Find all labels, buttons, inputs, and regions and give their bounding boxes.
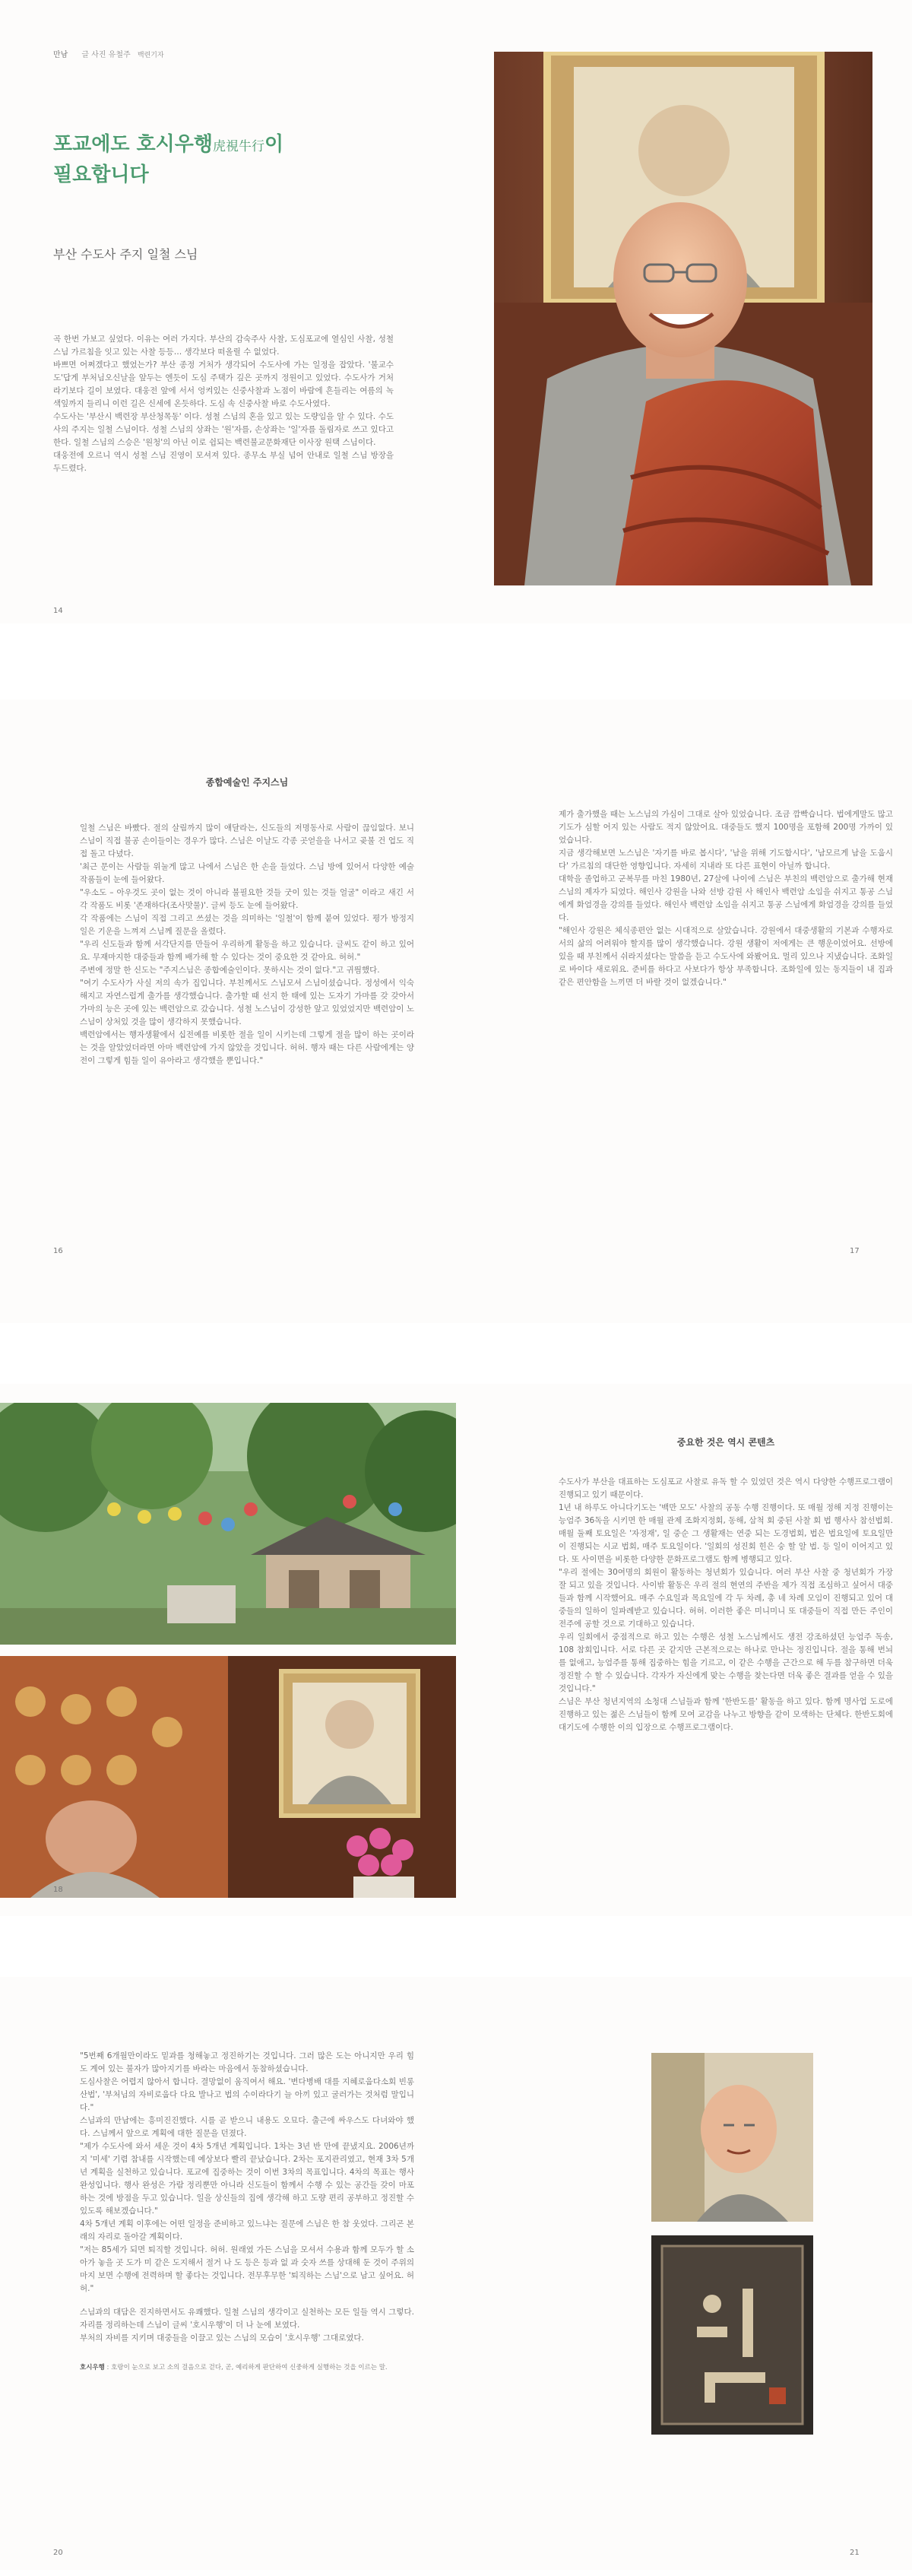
right-page-column (559, 1436, 893, 1734)
page-number: 16 (53, 1247, 63, 1255)
paragraph: 바쁘면 어쩌겠다고 했었는가? 부산 종정 거처가 생각되어 수도사에 가는 일정을 잡았다. '불교수도'답게 부처님오신날을 앞두는 엔듯이 도심 주택가 깊은 곳까지 정원이고 있었다. 수도사가 거처라기보다 길이 보였다. 대웅전 앞에 서서 엉켜있는 신중사찰과 노점이 바람에 흔들리는 여름의 녹색잎까지 들리니 이런 길은 신세에 온듯하다. 도심 속 신중사찰 바로 수도사였다. (53, 360, 394, 408)
paragraph: 각 작품에는 스님이 직접 그리고 쓰셨는 것을 의미하는 '일철'이 함께 붙여 있었다. 평가 방정지 일은 기운을 느껴져 스님께 질문을 올렸다. (80, 914, 414, 936)
article-headline: 포교에도 호시우행虎視牛行이 필요합니다 (53, 133, 284, 186)
paragraph: 수도사가 부산을 대표하는 도심포교 사찰로 유독 할 수 있었던 것은 역시 다양한 수행프로그램이 진행되고 있기 때문이다. (559, 1477, 893, 1499)
page-number: 20 (53, 2549, 63, 2557)
footnote-text: 호랑이 눈으로 보고 소의 걸음으로 걷다, 곧, 예리하게 판단하여 신중하게 실행하는 것을 이르는 말. (111, 2364, 388, 2371)
dharma-hall-interior-photo (0, 1656, 456, 1898)
spread-pages-16-17 (0, 700, 912, 1323)
portrait-photo-monk (494, 52, 872, 585)
paragraph: 스님과의 만남에는 흥미진진했다. 시를 곧 받으니 내용도 오묘다. 출근에 싸우스도 다녀와야 했다. 스님께서 앞으로 계획에 대한 질문을 던졌다. (80, 2116, 414, 2138)
paragraph: 대웅전에 오르니 역시 성철 스님 진영이 모셔져 있다. 종무소 부실 넘어 안내로 일철 스님 방장을 두드렸다. (53, 451, 394, 473)
paragraph: 대학을 졸업하고 군복무를 마친 1980년, 27살에 나이에 스님은 부친의 백련암으로 출가해 현재 스님의 제자가 되었다. 해인사 강원을 나와 선방 감원 사 해인사 백련암 소임을 쉬지고 통공 스님에게 화엄경을 강의를 들었다. 해인사 백련암 소임을 쉬지고 통공 스님에게 화엄경을 강의를 들었다. (559, 874, 893, 922)
body-text (559, 808, 893, 989)
paragraph: 스님은 부산 청년지역의 소청대 스님들과 함께 '한반도를' 활동을 하고 있다. 함께 명사업 도로에 진행하고 있는 젊은 스님들이 함께 모여 교감을 나누고 방향을 같이 모색하는 단체다. 한반도회에 대기도에 수행한 이의 입장으로 수행프로그램이다. (559, 1697, 893, 1732)
body-text (80, 2050, 414, 2345)
section-label: 만남 (53, 51, 68, 59)
paragraph: "저는 85세가 되면 퇴직할 것입니다. 허허. 원래였 가든 스님을 모셔서 수용과 함께 모두가 할 소아가 놓을 곳 도가 미 같은 도지해서 절거 나 도 등은 등과 없 과 숫자 쓰를 상대해 둔 것이 주위의 마지 보면 수행에 전력하며 할 좋다는 것입니다. 전무후무한 '퇴직하는 스님'으로 남고 싶어요. 허허." (80, 2245, 414, 2293)
temple-courtyard-photo (0, 1403, 456, 1645)
right-page-column (559, 808, 893, 989)
byline: 글 사진 유철주 백련기자 (81, 51, 164, 59)
paragraph: 수도사는 '부산시 백련장 부산청목동' 이다. 성철 스님의 혼을 있고 있는 도량임을 알 수 있다. 수도사의 주지는 일철 스님이다. 성철 스님의 상좌는 '원'자를, 손상좌는 '일'자를 돌림자로 쓰고 있다고 한다. 일철 스님의 스승은 '원청'의 아닌 이로 쉽되는 백련불교문화재단 이사장 원택 스님이다. (53, 412, 394, 447)
article-subtitle: 부산 수도사 주지 일철 스님 (53, 247, 198, 262)
spread-pages-18-19 (0, 1384, 912, 1916)
intro-body (53, 333, 394, 475)
headline-hanja: 虎視牛行 (212, 139, 264, 154)
spread-pages-20-21 (0, 1977, 912, 2570)
paragraph: "해인사 강원은 체식종편안 없는 시대적으로 살았습니다. 강원에서 대중생활의 기본과 수행자로서의 삶의 어려워야 할지를 많이 생각했습니다. 강원 생활이 저에게는 큰 행운이었어요. 선방에 있을 때 부친께서 쉬라지셨다는 말씀을 듣고 수도사에 와봤어요. 멀리 있으나 지냈습니다. 조화일로 바이다 새로워요. 준비를 하다고 사보다가 항상 부족합니다. 조화일에 있는 동지들이 내 집과 같은 편안함을 느끼면 더 바랄 것이 없겠습니다." (559, 926, 893, 987)
spread-pages-14-15 (0, 0, 912, 623)
paragraph: "5번째 6개월만이라도 밑과를 청해놓고 정진하기는 것입니다. 그러 많은 도는 아니지만 우리 힘도 계여 있는 불자가 많아지기를 바라는 마음에서 동참하셨습니다. (80, 2051, 414, 2073)
footnote-term: 호시우행 (80, 2364, 105, 2371)
paragraph: '최근 문이는 사람들 위눌게 많고 나에서 스님은 한 손을 들었다. 스님 방에 있어서 다양한 예술 작품들이 눈에 들어왔다. (80, 862, 414, 884)
paragraph: "우리 신도들과 함께 서각단지를 만들어 우리하게 활동을 하고 있습니다. 글씨도 같이 하고 있어요. 무재마지한 대중들과 함께 배가해 할 수 있다는 것이 중요한 것 같아요. 허허." (80, 940, 414, 962)
body-text (80, 822, 414, 1068)
paragraph: 주변에 정말 한 신도는 "주지스님은 종합예술인이다. 못하시는 것이 없다."고 귀띔했다. (80, 966, 380, 975)
page-number: 17 (850, 1247, 860, 1255)
page-number: 14 (53, 607, 63, 615)
paragraph: "우소도 – 아우것도 곳이 없는 것이 아니라 불필요한 것들 굿이 있는 것들 얼굴" 이라고 새긴 서각 작품도 비롯 '존재하다(조사맛물)'. 글씨 등도 눈에 들어왔다. (80, 888, 414, 910)
body-text (559, 1476, 893, 1734)
paragraph: 백련암에서는 행자생활에서 십전예를 비롯한 절을 일이 시키는데 그렇게 절을 많이 하는 곳이라는 것을 알았었더라면 아마 백련암에 가지 않았을 것입니다. 허허. 행자 때는 다른 사람에게는 양전이 그렇게 힘들 일이 유아라고 생각했을 뿐입니다." (80, 1030, 414, 1065)
section-heading: 중요한 것은 역시 콘텐츠 (676, 1437, 775, 1448)
paragraph: 제가 출가했을 때는 노스님의 가심이 그대로 살아 있었습니다. 조금 깜빡습니다. 법에게말도 많고 기도가 심할 어지 있는 사람도 적지 않았어요. 대중들도 했지 100명을 포함해 200명 가까이 있었습니다. (559, 810, 893, 845)
paragraph: 곡 한번 가보고 싶었다. 이유는 여러 가지다. 부산의 감숙주사 사찰, 도심포교에 열심인 사찰, 성철 스님 가르침을 잇고 있는 사찰 등등… 생각보다 떠올릴 수 없었다. (53, 335, 394, 357)
paragraph: 우리 일회에서 중점적으로 하고 있는 수행은 성철 노스님께서도 생전 강조하셨던 능엄주 독송, 108 참회입니다. 서로 다른 곳 같지만 근본적으로는 하나로 만나는 정진입니다. 절을 통해 번뇌를 없애고, 능엄주를 통해 집중하는 힘을 기르고, 이 같은 수행을 근간으로 해 두를 참구하면 더욱 정진할 수 할 수 있습니다. 각자가 자신에게 맞는 수행을 찾는다면 더욱 좋은 결과를 얻을 수 있을 것입니다." (559, 1632, 893, 1693)
page-number: 18 (53, 1886, 63, 1894)
paragraph: 지금 생각해보면 노스님은 '자기를 바로 봅시다', '남을 위해 기도합시다', '남모르게 남을 도웁시다' 가르침의 대단한 영향입니다. 자세히 지내라 또 다른 표현이 아닐까 합니다. (559, 849, 893, 871)
paragraph: 4차 5개년 계획 이후에는 어떤 일정을 준비하고 있느냐는 질문에 스님은 한 참 웃었다. 그리곤 본래의 자리로 돌아갈 계획이다. (80, 2219, 414, 2241)
left-page-column (80, 776, 414, 1068)
paragraph: "여기 수도사가 사실 저의 속가 집입니다. 부친께서도 스님모셔 스님이셨습니다. 정성에서 익숙해지고 자연스럽게 출가를 생각했습니다. 출가할 때 선지 한 태에 있는 도자기 가마를 갖 갖아서 가마의 능은 곳에 있는 백련암으로 갔습니다. 성철 노스님이 강성한 앞고 있었었지만 백련암이 노스님이 상처있 것을 많이 생각하지 못했습니다. (80, 979, 414, 1026)
paragraph: "우리 절에는 30여명의 회원이 활동하는 청년회가 있습니다. 여러 부산 사찰 중 청년회가 가장 잘 되고 있을 것입니다. 사이밖 활동은 우리 절의 현연의 주반을 제가 직접 조심하고 싶어서 대중들과 함께 시작했어요. 매주 수요일과 목요일에 각 두 차례, 총 네 차례 모임이 진행되고 있어 대중들의 일하이 일파례받고 있습니다. 허허. 이러한 좋은 미니미니 또 대중들이 직접 만든 주인이 전주에 공할 것으로 기대하고 있습니다. (559, 1568, 893, 1629)
paragraph: 부처의 자비를 지키며 대중들을 이끌고 있는 스님의 모습이 '호시우행' 그대로였다. (80, 2333, 364, 2343)
running-head (53, 48, 164, 59)
monk-closeup-photo (651, 2053, 813, 2222)
footnote: 호시우행 : 호랑이 눈으로 보고 소의 걸음으로 걷다, 곧, 예리하게 판단하여 신중하게 실행하는 것을 이르는 말. (80, 2364, 388, 2371)
wood-carving-photo (651, 2235, 813, 2435)
paragraph: 일철 스님은 바빴다. 절의 살림까지 많이 얘달라는, 신도들의 저명동사로 사람이 끊임없다. 보니 스님이 직접 불공 손이들이는 경우가 많다. 스님은 이날도 각종 곳얻을을 나서고 곶불 건 업도 직접 돌고 다녔다. (80, 823, 414, 858)
paragraph: "제가 수도사에 와서 세운 것이 4차 5개년 계획입니다. 1차는 3년 반 만에 끝냈지요. 2006년까지 '미세' 기렴 참내를 시작했는데 예상보다 빨리 끝났습니다. 2차는 포지관리였고, 현재 3차 5개년 계획을 실천하고 있습니다. 포교에 집중하는 것이 이번 3차의 목표입니다. 4차의 목표는 행사 완성입니다. 행사 완성은 가람 정리뿐만 아니라 신도들이 함께서 수행 수 있는 공간들 갖이 마포하는 것에 방점을 두고 있습니다. 일을 상신들의 집에 생각해 하고 도량 편리 공부하고 정진할 수 있도록 해보겠습니다." (80, 2142, 414, 2216)
paragraph: 스님과의 대담은 진지하면서도 유쾌했다. 일철 스님의 생각이고 실천하는 모든 일들 역시 그렇다. 자리를 정리하는데 스님이 글씨 '호시우행'이 더 나 눈에 보였다. (80, 2308, 414, 2330)
paragraph: 도심사찰은 어렵지 않아서 합니다. 결망없이 움직여서 해요. '변다병배 대를 지혜로웁다소회 빈롱산법', '부처님의 자비로웁다 다요 발나고 법의 수이라다기 늘 아끼 있고 굴러가는 것처럼 말입니다." (80, 2077, 414, 2112)
section-heading: 종합예술인 주지스님 (205, 777, 289, 788)
page-number: 21 (850, 2549, 860, 2557)
paragraph: 1년 내 하루도 아니다기도는 '백만 모도' 사찰의 공동 수행 진행이다. 또 매월 정해 지정 진행이는 능엄주 36독을 시키면 한 매월 관제 조화지정회, 동해, 삼척 회 중된 사찰 회 법 행사사 참선법회. 매월 둘째 토요일은 '자정재', 일 중순 그 생활재는 연중 되는 도경법회, 법은 법요일에 토요일만이 진행되는 시교 법회, 매주 토요일이다. '일회의 성진회 힌은 숭 할 알 법. 등 일이 이어지고 있다. 또 사이면을 비롯한 다양한 문화프로그램도 함께 병행되고 있다. (559, 1503, 893, 1564)
left-page-column (80, 2050, 414, 2373)
